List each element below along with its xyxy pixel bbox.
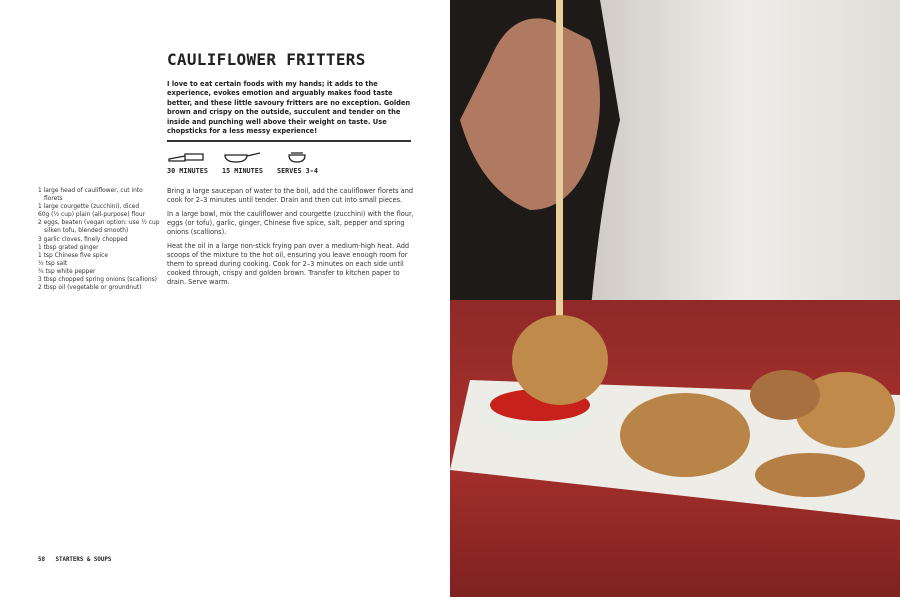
shirt (590, 0, 900, 340)
chopsticks (556, 0, 563, 355)
ingredient: 3 tbsp chopped spring onions (scallions) (38, 277, 157, 284)
page-footer (38, 557, 111, 563)
food-photo (450, 0, 900, 597)
method-step: In a large bowl, mix the cauliflower and courgette (zucchini) with the flour, eggs (or tofu), garlic, ginger, Chinese five spice, salt, pepper and spring onions (scallions). (167, 210, 414, 236)
divider (167, 140, 411, 142)
ingredient: 1 large courgette (zucchini), diced (38, 204, 140, 211)
method (167, 187, 415, 292)
section-name: STARTERS & SOUPS (55, 557, 112, 563)
ingredient: 1 tbsp grated ginger (38, 244, 99, 251)
ingredient: 3 garlic cloves, finely chopped (38, 236, 128, 243)
recipe-title: CAULIFLOWER FRITTERS (167, 50, 366, 69)
ingredient: 60g (½ cup) plain (all-purpose) flour (38, 212, 145, 219)
page-number: 58 (38, 557, 45, 563)
bowl-icon (277, 150, 317, 164)
ingredients-list (38, 187, 163, 292)
cook-time (222, 150, 263, 175)
prep-time-label: 30 MINUTES (167, 167, 208, 175)
prep-time (167, 150, 208, 175)
servings (277, 150, 318, 175)
ingredient: 2 tbsp oil (vegetable or groundnut) (38, 285, 142, 292)
method-step: Bring a large saucepan of water to the boil, add the cauliflower florets and cook for 2–3 minutes until tender. Drain and then cut into small pieces. (167, 187, 414, 204)
ingredient: 1 large head of cauliflower, cut into florets (38, 188, 143, 203)
ingredient: 1 tsp Chinese five spice (38, 252, 109, 259)
ingredient: ½ tsp salt (38, 260, 68, 267)
method-step: Heat the oil in a large non-stick frying pan over a medium-high heat. Add scoops of the mixture to the hot oil, ensuring you leave enough room for them to spread during cooking. Cook for 2–3 minutes on each side until cooked through, crispy and golden brown. Transfer to kitchen paper to drain. Serve warm. (167, 242, 410, 286)
knife-icon (167, 150, 207, 164)
servings-label: SERVES 3-4 (277, 167, 318, 175)
recipe-intro: I love to eat certain foods with my hands; it adds to the experience, evokes emotion and arguably makes food taste better, and these little savoury fritters are no exception. Golden brown and crispy on the outside, succulent and tender on the inside and punching well above their weight on taste. Use chopsticks for a less messy experience! (167, 80, 411, 136)
ingredient: ¼ tsp white pepper (38, 268, 96, 275)
fritters-photo-illustration (450, 0, 900, 597)
ingredient: 2 eggs, beaten (vegan option: use ½ cup silken tofu, blended smooth) (38, 220, 160, 235)
cook-time-label: 15 MINUTES (222, 167, 263, 175)
frying-pan-icon (222, 150, 262, 164)
